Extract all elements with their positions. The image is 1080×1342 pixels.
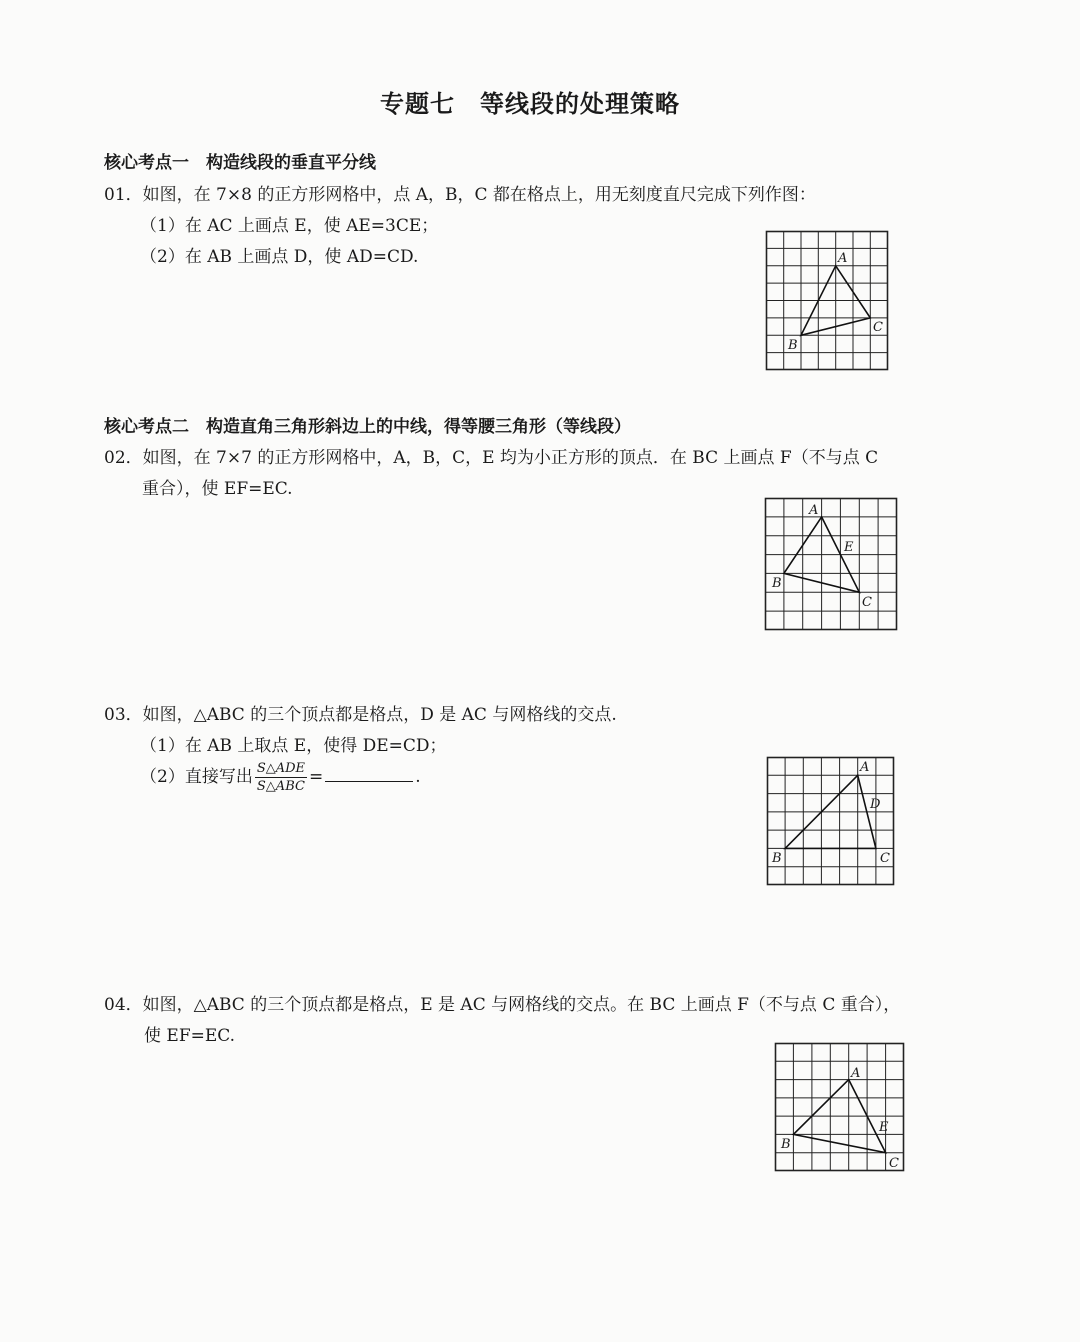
grid-lines [766,231,888,370]
point-a-label: A [860,760,870,775]
problem-03-part-1: （1）在 AB 上取点 E，使得 DE=CD； [140,736,447,756]
problem-03-stem: 03．如图，△ABC 的三个顶点都是格点，D 是 AC 与网格线的交点. [104,705,617,725]
point-b-label: B [772,576,782,591]
fraction-denominator: S△ABC [256,779,305,794]
equals-sign: = [309,767,324,787]
period: . [415,767,421,787]
point-a-label: A [809,503,819,518]
point-a-label: A [838,251,848,266]
point-b-label: B [781,1137,791,1152]
part-2-prefix: （2）直接写出 [140,767,253,787]
figure-01-grid [766,231,890,371]
point-c-label: C [889,1156,899,1171]
problem-03-part-2 [140,762,421,793]
point-e-label: E [879,1120,889,1135]
point-b-label: B [788,338,798,353]
problem-02-stem-cont: 重合），使 EF=EC. [142,479,293,499]
point-a-label: A [851,1066,861,1081]
figure-03-grid [767,757,895,886]
figure-04-grid [775,1043,905,1172]
point-c-label: C [862,595,872,610]
section-heading-2: 核心考点二 构造直角三角形斜边上的中线，得等腰三角形（等线段） [104,417,631,437]
problem-01-stem: 01．如图，在 7×8 的正方形网格中，点 A，B，C 都在格点上，用无刻度直尺完成下列作图： [104,185,816,205]
point-c-label: C [880,851,890,866]
problem-04-stem: 04．如图，△ABC 的三个顶点都是格点，E 是 AC 与网格线的交点。在 BC 上画点 F（不与点 C 重合）， [104,995,901,1015]
problem-02-stem: 02．如图，在 7×7 的正方形网格中，A，B，C，E 均为小正方形的顶点．在 BC 上画点 F（不与点 C [104,448,879,468]
figure-02-grid [765,498,899,632]
point-e-label: E [844,540,854,555]
fraction-numerator: S△ADE [256,761,306,776]
area-ratio-fraction [255,762,307,793]
page-title: 专题七 等线段的处理策略 [380,90,680,118]
problem-04-stem-cont: 使 EF=EC. [144,1026,236,1046]
section-heading-1: 核心考点一 构造线段的垂直平分线 [104,153,376,173]
point-b-label: B [772,851,782,866]
answer-blank[interactable] [325,781,413,782]
problem-01-part-2: （2）在 AB 上画点 D，使 AD=CD. [140,247,419,267]
point-c-label: C [873,320,883,335]
problem-01-part-1: （1）在 AC 上画点 E，使 AE=3CE； [140,216,439,236]
point-d-label: D [870,797,881,812]
